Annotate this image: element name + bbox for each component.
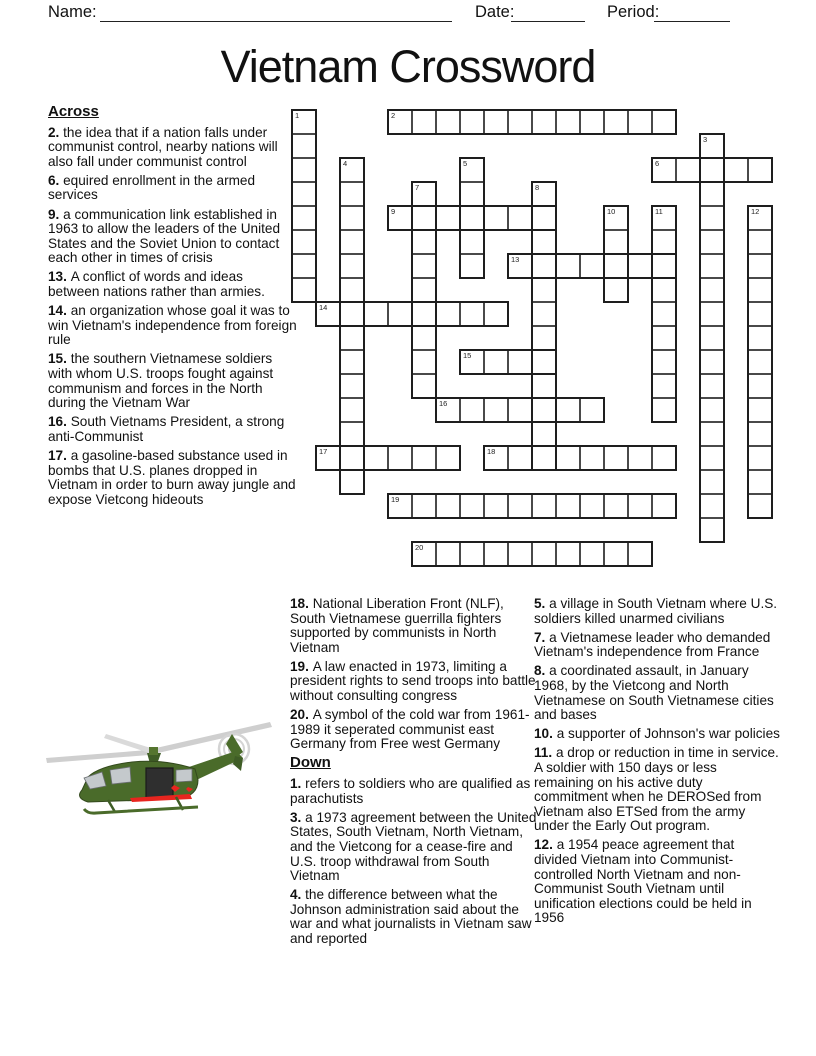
grid-cell (388, 110, 412, 134)
grid-cell (508, 446, 532, 470)
clue-down-8: 8. a coordinated assault, in January 1968, by the Vietcong and North Vietnamese on South Vietnamese cities and bases (534, 663, 774, 723)
grid-cell (508, 542, 532, 566)
grid-cell (604, 110, 628, 134)
grid-cell (556, 110, 580, 134)
grid-cell (700, 302, 724, 326)
grid-cell (700, 230, 724, 254)
grid-cell (412, 182, 436, 206)
clue-number: 9. (48, 206, 64, 222)
cell-number: 6 (655, 159, 660, 168)
grid-cell (388, 494, 412, 518)
grid-cell (652, 446, 676, 470)
grid-cell (724, 158, 748, 182)
clue-number: 18. (290, 596, 313, 611)
clue-down-1: 1. refers to soldiers who are qualified as parachutists (290, 776, 531, 806)
grid-cell (748, 302, 772, 326)
grid-cell (436, 206, 460, 230)
grid-cell (700, 470, 724, 494)
clue-down-12: 12. a 1954 peace agreement that divided Vietnam into Communist-controlled North Vietnam and non-Communist South Vietnam until unification elections could be held in 1956 (534, 837, 752, 926)
grid-cell (748, 398, 772, 422)
grid-cell (604, 206, 628, 230)
grid-cell (532, 542, 556, 566)
clue-number: 10. (534, 726, 557, 742)
grid-cell (556, 446, 580, 470)
grid-cell (316, 302, 340, 326)
cell-number: 3 (703, 135, 708, 144)
grid-cell (292, 254, 316, 278)
clue-number: 7. (534, 629, 550, 645)
grid-cell (628, 446, 652, 470)
cell-number: 13 (511, 255, 520, 264)
grid-cell (340, 230, 364, 254)
period-label: Period: (607, 3, 660, 21)
grid-cell (340, 398, 364, 422)
grid-cell (340, 422, 364, 446)
grid-cell (748, 158, 772, 182)
grid-cell (364, 446, 388, 470)
grid-cell (628, 542, 652, 566)
grid-cell (508, 398, 532, 422)
grid-cell (508, 254, 532, 278)
grid-cell (292, 206, 316, 230)
grid-cell (532, 254, 556, 278)
grid-cell (748, 230, 772, 254)
grid-cell (532, 278, 556, 302)
grid-cell (532, 206, 556, 230)
grid-cell (340, 326, 364, 350)
grid-cell (484, 302, 508, 326)
grid-cell (412, 110, 436, 134)
clue-number: 14. (48, 303, 71, 319)
grid-cell (580, 494, 604, 518)
grid-cell (532, 494, 556, 518)
grid-cell (340, 278, 364, 302)
grid-cell (532, 110, 556, 134)
grid-cell (460, 110, 484, 134)
grid-cell (652, 230, 676, 254)
grid-cell (460, 182, 484, 206)
grid-cell (700, 374, 724, 398)
grid-cell (628, 254, 652, 278)
grid-cell (460, 494, 484, 518)
grid-cell (748, 494, 772, 518)
grid-cell (412, 302, 436, 326)
cell-number: 11 (655, 207, 663, 216)
cell-number: 2 (391, 111, 396, 120)
clue-number: 11. (534, 745, 556, 761)
grid-cell (340, 470, 364, 494)
period-blank-line (654, 6, 730, 22)
clue-number: 3. (290, 809, 306, 825)
grid-cell (604, 542, 628, 566)
grid-cell (652, 398, 676, 422)
grid-cell (700, 158, 724, 182)
page-title: Vietnam Crossword (220, 41, 596, 92)
grid-cell (460, 398, 484, 422)
grid-cell (628, 110, 652, 134)
grid-cell (532, 326, 556, 350)
grid-cell (484, 110, 508, 134)
grid-cell (580, 398, 604, 422)
grid-cell (652, 494, 676, 518)
grid-cell (532, 446, 556, 470)
grid-cell (292, 158, 316, 182)
grid-cell (412, 326, 436, 350)
grid-cell (436, 446, 460, 470)
grid-cell (748, 326, 772, 350)
clue-across-18: 18. National Liberation Front (NLF), South Vietnamese guerrilla fighters supported by communists in North Vietnam (290, 596, 504, 655)
grid-cell (388, 206, 412, 230)
grid-cell (412, 254, 436, 278)
grid-cell (484, 446, 508, 470)
grid-cell (436, 542, 460, 566)
grid-cell (604, 254, 628, 278)
clue-across-17: 17. a gasoline-based substance used in bombs that U.S. planes dropped in Vietnam in order to burn away jungle and expose Vietcong hideouts (48, 447, 296, 507)
grid-cell (580, 446, 604, 470)
grid-cell (748, 206, 772, 230)
clue-across-16: 16. South Vietnams President, a strong anti-Communist (48, 414, 285, 444)
clue-number: 13. (48, 269, 71, 285)
grid-cell (652, 374, 676, 398)
grid-cell (484, 350, 508, 374)
grid-cell (652, 158, 676, 182)
clue-number: 16. (48, 414, 71, 430)
grid-cell (700, 182, 724, 206)
grid-cell (460, 206, 484, 230)
grid-cell (340, 182, 364, 206)
grid-cell (748, 254, 772, 278)
clue-across-6: 6. equired enrollment in the armed services (48, 172, 256, 203)
grid-cell (484, 206, 508, 230)
grid-cell (436, 398, 460, 422)
grid-cell (460, 158, 484, 182)
grid-cell (748, 278, 772, 302)
grid-cell (292, 110, 316, 134)
grid-cell (340, 350, 364, 374)
down-clues-column (534, 597, 780, 930)
grid-cell (460, 230, 484, 254)
grid-cell (436, 494, 460, 518)
grid-cell (748, 446, 772, 470)
cell-number: 7 (415, 183, 420, 192)
grid-cell (460, 350, 484, 374)
clue-number: 1. (290, 776, 306, 792)
clue-number: 12. (534, 837, 557, 853)
grid-cell (748, 374, 772, 398)
date-blank-line (511, 6, 585, 22)
grid-cell (700, 494, 724, 518)
grid-cell (364, 302, 388, 326)
clue-number: 4. (290, 887, 306, 903)
cell-number: 17 (319, 447, 328, 456)
cell-number: 5 (463, 159, 468, 168)
clue-across-9: 9. a communication link established in 1963 to allow the leaders of the United States and the Soviet Union to contact each other in times of crisis (48, 206, 281, 266)
grid-cell (316, 446, 340, 470)
grid-cell (700, 398, 724, 422)
grid-cell (604, 278, 628, 302)
grid-cell (484, 398, 508, 422)
name-blank-line (100, 6, 452, 22)
grid-cell (556, 398, 580, 422)
grid-cell (532, 374, 556, 398)
grid-cell (508, 110, 532, 134)
grid-cell (748, 422, 772, 446)
grid-cell (460, 542, 484, 566)
grid-cell (556, 254, 580, 278)
grid-cell (700, 422, 724, 446)
clue-down-11: 11. a drop or reduction in time in service. A soldier with 150 days or less remaining on his active duty commitment when he DEROSed from Vietnam also ETSed from the army under the Early Out program. (534, 745, 779, 834)
grid-cell (292, 278, 316, 302)
grid-cell (652, 278, 676, 302)
grid-cell (652, 254, 676, 278)
clue-down-10: 10. a supporter of Johnson's war policies (534, 726, 780, 742)
clue-number: 2. (48, 124, 64, 140)
grid-cell (412, 230, 436, 254)
clue-number: 20. (290, 707, 313, 723)
grid-cell (700, 518, 724, 542)
grid-cell (700, 350, 724, 374)
grid-cell (628, 494, 652, 518)
clue-across-2: 2. the idea that if a nation falls under communist control, nearby nations will also fall under communist control (48, 124, 278, 169)
grid-cell (700, 446, 724, 470)
grid-cell (700, 278, 724, 302)
grid-cell (700, 326, 724, 350)
grid-cell (484, 542, 508, 566)
cell-number: 4 (343, 159, 348, 168)
grid-cell (460, 302, 484, 326)
cell-number: 16 (439, 399, 448, 408)
grid-cell (340, 302, 364, 326)
grid-cell (508, 350, 532, 374)
clue-number: 8. (534, 663, 550, 679)
cell-number: 15 (463, 351, 472, 360)
clue-across-20: 20. A symbol of the cold war from 1961-1989 it seperated communist east Germany from Free west Germany (290, 707, 530, 752)
cell-number: 19 (391, 495, 400, 504)
grid-cell (340, 446, 364, 470)
grid-cell (748, 470, 772, 494)
grid-cell (580, 254, 604, 278)
grid-cell (436, 302, 460, 326)
clue-across-19: 19. A law enacted in 1973, limiting a president rights to send troops into battle without consulting congress (290, 658, 536, 704)
cell-number: 18 (487, 447, 496, 456)
grid-cell (652, 350, 676, 374)
grid-cell (748, 350, 772, 374)
grid-cell (556, 494, 580, 518)
grid-cell (580, 110, 604, 134)
grid-cell (532, 182, 556, 206)
grid-cell (508, 494, 532, 518)
clue-number: 19. (290, 658, 313, 674)
grid-cell (412, 542, 436, 566)
cell-number: 12 (751, 207, 760, 216)
cell-number: 1 (295, 111, 300, 120)
helicopter-clipart (38, 692, 278, 822)
clue-number: 17. (48, 447, 71, 463)
grid-cell (700, 254, 724, 278)
down-heading: Down (290, 754, 331, 772)
cell-number: 10 (607, 207, 616, 216)
clue-down-4: 4. the difference between what the Johnson administration said about the war and what journalists in Vietnam saw and reported (290, 887, 532, 946)
grid-cell (532, 422, 556, 446)
grid-cell (532, 230, 556, 254)
cell-number: 14 (319, 303, 328, 312)
grid-cell (508, 206, 532, 230)
grid-cell (412, 494, 436, 518)
clue-number: 5. (534, 596, 550, 611)
name-label: Name: (48, 3, 97, 21)
grid-cell (604, 494, 628, 518)
grid-cell (292, 182, 316, 206)
clue-number: 6. (48, 172, 64, 188)
grid-cell (604, 446, 628, 470)
grid-cell (292, 134, 316, 158)
grid-cell (652, 302, 676, 326)
grid-cell (436, 110, 460, 134)
grid-cell (676, 158, 700, 182)
grid-cell (388, 446, 412, 470)
date-label: Date: (475, 3, 515, 21)
grid-cell (412, 206, 436, 230)
clue-down-5: 5. a village in South Vietnam where U.S. soldiers killed unarmed civilians (534, 596, 778, 626)
grid-cell (412, 446, 436, 470)
cell-number: 8 (535, 183, 540, 192)
grid-cell (532, 398, 556, 422)
grid-cell (340, 374, 364, 398)
grid-cell (580, 542, 604, 566)
clue-down-7: 7. a Vietnamese leader who demanded Vietnam's independence from France (534, 629, 771, 660)
cell-number: 9 (391, 207, 396, 216)
grid-cell (604, 230, 628, 254)
grid-cell (700, 134, 724, 158)
grid-cell (652, 206, 676, 230)
grid-cell (700, 206, 724, 230)
grid-cell (340, 254, 364, 278)
grid-cell (412, 374, 436, 398)
clue-across-13: 13. A conflict of words and ideas between nations rather than armies. (48, 269, 265, 300)
clue-across-14: 14. an organization whose goal it was to win Vietnam's independence from foreign rule (48, 303, 297, 348)
grid-cell (652, 326, 676, 350)
grid-cell (388, 302, 412, 326)
middle-clues-column (290, 597, 538, 951)
clue-number: 15. (48, 351, 71, 367)
cell-number: 20 (415, 543, 424, 552)
grid-cell (532, 302, 556, 326)
grid-cell (340, 158, 364, 182)
grid-cell (412, 350, 436, 374)
clue-down-3: 3. a 1973 agreement between the United States, South Vietnam, North Vietnam, and the Vietcong for a cease-fire and U.S. troop withdrawal from South Vietnam (290, 809, 537, 884)
grid-cell (652, 110, 676, 134)
grid-cell (532, 350, 556, 374)
grid-cell (292, 230, 316, 254)
clue-across-15: 15. the southern Vietnamese soldiers with whom U.S. troops fought against communism and forces in the North during the Vietnam War (48, 351, 274, 411)
grid-cell (460, 254, 484, 278)
grid-cell (412, 278, 436, 302)
grid-cell (556, 542, 580, 566)
grid-cell (484, 494, 508, 518)
grid-cell (340, 206, 364, 230)
across-clues-column (48, 103, 298, 512)
across-heading: Across (48, 103, 99, 120)
